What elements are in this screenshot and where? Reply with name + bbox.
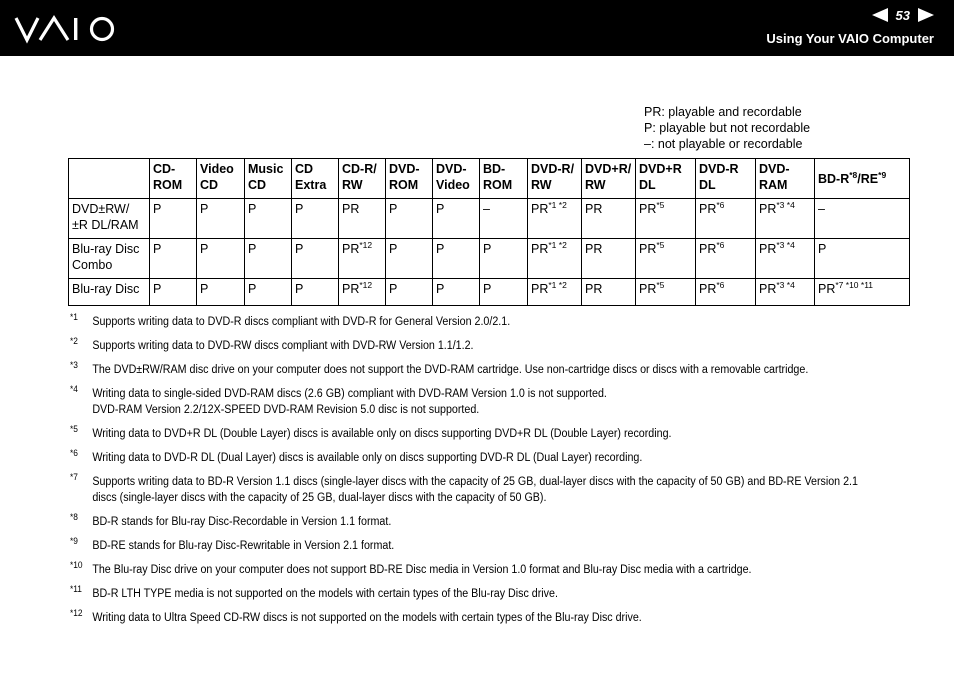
table-cell: – [815,199,910,239]
footnote-mark: *9 [70,536,78,546]
footnote-reference: *5 [656,199,665,210]
footnote-reference: *1 *2 [548,279,567,290]
table-cell: $PR^{*3 *4}$ [756,239,815,279]
page-header [0,0,954,56]
table-cell: $PR^{*1 *2}$ [528,239,582,279]
footnote-reference: *3 *4 [776,279,795,290]
header-cell: DVD- RAM [756,159,815,199]
table-cell: PR$^{*6}$ [696,239,756,279]
header-cell: CD-R/ RW [339,159,386,199]
footnote-text: BD-R LTH TYPE media is not supported on the models with certain types of the Blu-ray Disc drive. [92,588,558,600]
footnote-text: Supports writing data to BD-R Version 1.1 discs (single-layer discs with the capacity of 25 GB, dual-layer discs with the capacity of 50 GB) and BD-RE Version 2.1 discs (single-layer discs with the capacity of 25 GB, dual-layer discs with the capacity of 50 GB). [92,476,858,504]
table-row [69,279,910,306]
table-cell: PR$^{*12}$ [339,279,386,306]
footnote-reference: *7 *10 *11 [835,279,874,290]
table-cell: PR [339,199,386,239]
footnote-text: Writing data to single-sided DVD-RAM discs (2.6 GB) compliant with DVD-RAM Version 1.0 is not supported. DVD-RAM Version 2.2/12X-SPEED DVD-RAM Revision 5.0 disc is not supported. [92,388,607,416]
table-cell: P [386,279,433,306]
header-cell: DVD- Video [433,159,480,199]
legend [644,104,810,152]
footnote-text: Supports writing data to DVD-R discs compliant with DVD-R for General Version 2.0/2.1. [92,316,511,328]
footnote [70,584,861,602]
footnote-mark: *12 [70,608,83,618]
table-cell: P [815,239,910,279]
row-label: DVD±RW/ ±R DL/RAM [69,199,150,239]
table-cell: P [386,239,433,279]
header-cell: CD Extra [292,159,339,199]
footnote-text: Supports writing data to DVD-RW discs compliant with DVD-RW Version 1.1/1.2. [92,340,474,352]
header-cell: DVD-R DL [696,159,756,199]
table-cell: P [480,239,528,279]
table-cell: P [480,279,528,306]
row-label: Blu-ray Disc [69,279,150,306]
legend-item: PR: playable and recordable [644,105,802,119]
table-cell: P [292,199,339,239]
table-cell: P [245,279,292,306]
page-navigation [872,6,934,24]
table-cell: $PR^{*7 *10 *11}$ [815,279,910,306]
footnote-text: BD-R stands for Blu-ray Disc-Recordable in Version 1.1 format. [92,516,392,528]
table-cell: P [433,279,480,306]
footnote-reference: *5 [656,239,665,250]
footnote-text: The Blu-ray Disc drive on your computer does not support BD-RE Disc media in Version 1.0 format and Blu-ray Disc media with a cartridge. [92,564,752,576]
previous-page-arrow-icon[interactable] [872,8,888,22]
table-cell: PR$^{*6}$ [696,199,756,239]
table-cell: PR$^{*5}$ [636,199,696,239]
footnote-reference: *1 *2 [548,239,567,250]
footnote-text: BD-RE stands for Blu-ray Disc-Rewritable in Version 2.1 format. [92,540,395,552]
header-cell: DVD-R/ RW [528,159,582,199]
footnote [70,608,861,626]
table-cell: PR$^{*12}$ [339,239,386,279]
table-cell: $PR^{*1 *2}$ [528,279,582,306]
footnote-reference: *3 *4 [776,199,795,210]
header-cell: DVD- ROM [386,159,433,199]
footnote [70,336,861,354]
footnote-reference: *3 *4 [776,239,795,250]
footnote [70,560,861,578]
header-cell: CD- ROM [150,159,197,199]
table-row [69,239,910,279]
footnote-text: The DVD±RW/RAM disc drive on your computer does not support the DVD-RAM cartridge. Use non-cartridge discs or discs with a removable cartridge. [92,364,809,376]
row-label: Blu-ray Disc Combo [69,239,150,279]
footnote [70,472,861,506]
footnotes [70,312,861,632]
footnote [70,448,861,466]
table-cell: P [150,239,197,279]
footnote-reference: *12 [359,279,373,290]
footnote-reference: *5 [656,279,665,290]
legend-item: P: playable but not recordable [644,121,811,135]
header-cell: DVD+R/ RW [582,159,636,199]
footnote-reference: *6 [716,239,725,250]
header-cell-empty [69,159,150,199]
footnote-reference: *6 [716,279,725,290]
footnote-reference: *12 [359,239,373,250]
table-cell: PR [582,279,636,306]
legend-item: –: not playable or recordable [644,137,803,151]
footnote [70,312,861,330]
table-cell: P [150,279,197,306]
footnote-mark: *4 [70,384,78,394]
header-cell: Music CD [245,159,292,199]
footnote-mark: *8 [70,512,78,522]
table-cell: PR$^{*6}$ [696,279,756,306]
table-header-row [69,159,910,199]
vaio-logo [14,14,122,44]
table-cell: P [386,199,433,239]
header-cell: DVD+R DL [636,159,696,199]
footnote-reference: *1 *2 [548,199,567,210]
table-cell: PR [582,199,636,239]
section-title: Using Your VAIO Computer [766,31,934,46]
table-cell: – [480,199,528,239]
footnote-mark: *1 [70,312,78,322]
table-cell: P [197,199,245,239]
table-cell: P [292,279,339,306]
table-cell: $PR^{*1 *2}$ [528,199,582,239]
table-cell: PR$^{*5}$ [636,279,696,306]
footnote-mark: *6 [70,448,78,458]
footnote-mark: *2 [70,336,78,346]
footnote [70,512,861,530]
footnote-text: Writing data to DVD+R DL (Double Layer) discs is available only on discs supporting DVD+R DL (Double Layer) recording. [92,428,672,440]
header-cell: BD- ROM [480,159,528,199]
footnote [70,536,861,554]
footnote-mark: *3 [70,360,78,370]
table-cell: P [197,279,245,306]
table-cell: P [433,239,480,279]
table-cell: P [245,199,292,239]
header-cell: $BD-R^{*8}/RE^{*9}$ [815,159,910,199]
header-cell: Video CD [197,159,245,199]
footnote [70,424,861,442]
table-cell: $PR^{*3 *4}$ [756,199,815,239]
footnote-text: Writing data to Ultra Speed CD-RW discs is not supported on the models with certain types of the Blu-ray Disc drive. [92,612,642,624]
next-page-arrow-icon[interactable] [918,8,934,22]
table-row [69,199,910,239]
footnote-mark: *5 [70,424,78,434]
table-cell: P [433,199,480,239]
table-cell: PR$^{*5}$ [636,239,696,279]
table-cell: PR [582,239,636,279]
page-number: 53 [895,7,910,23]
table-cell: P [150,199,197,239]
footnote-mark: *11 [70,584,82,594]
footnote [70,360,861,378]
table-cell: $PR^{*3 *4}$ [756,279,815,306]
footnote-text: Writing data to DVD-R DL (Dual Layer) discs is available only on discs supporting DVD-R DL (Dual Layer) recording. [92,452,643,464]
table-cell: P [197,239,245,279]
table-cell: P [292,239,339,279]
footnote-mark: *7 [70,472,78,482]
compatibility-table [68,158,910,306]
footnote-mark: *10 [70,560,83,570]
footnote-reference: *6 [716,199,725,210]
footnote [70,384,861,418]
table-cell: P [245,239,292,279]
